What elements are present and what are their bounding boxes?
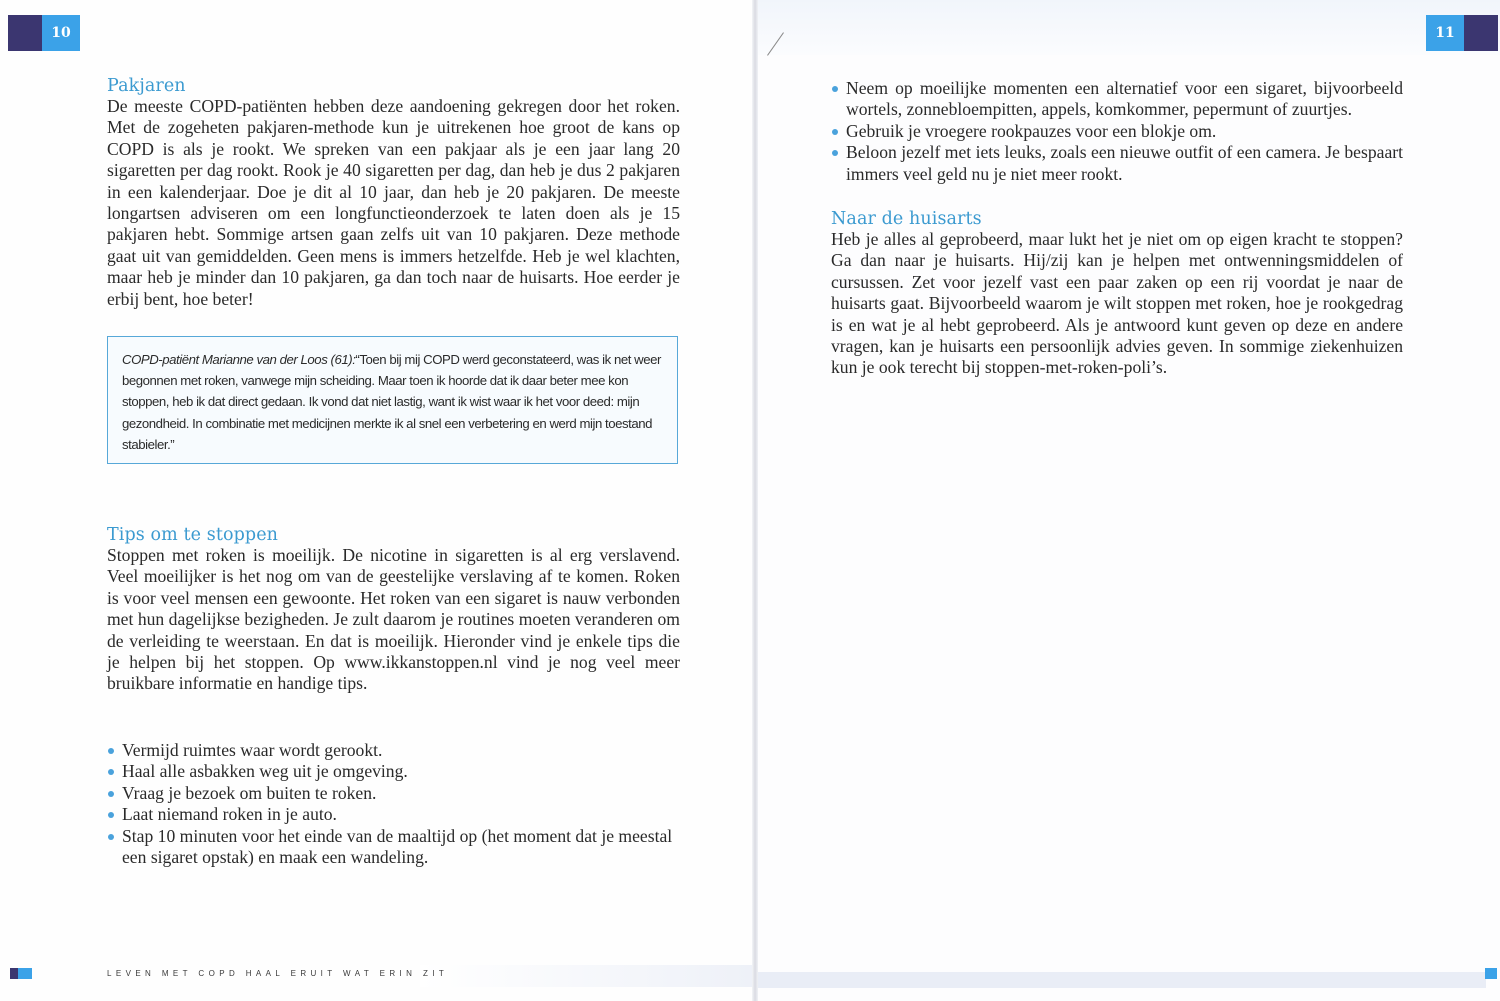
section-body-tips: Stoppen met roken is moeilijk. De nicotine in sigaretten is al erg verslavend. Veel moeilijker is het nog om van de geestelijke verslaving af te komen. Roken is voor veel mensen een gewoonte. Het roken van een sigaret is nauw verbonden met hun dagelijkse bezigheden. Je zult daarom je routines moeten veranderen om de verleiding te weerstaan. En dat is moeilijk. Hieronder vind je enkele tips die je helpen bij het stoppen. Op www.ikkanstoppen.nl vind je nog veel meer bruikbare informatie en handige tips. [107, 545, 680, 694]
list-item [831, 121, 1403, 142]
running-footer: LEVEN MET COPD HAAL ERUIT WAT ERIN ZIT [107, 969, 449, 978]
list-item-text: Laat niemand roken in je auto. [122, 804, 337, 825]
page-number-tab-left [8, 15, 80, 51]
list-item [107, 804, 680, 825]
list-item-text: Stap 10 minuten voor het einde van de maaltijd op (het moment dat je meestal een sigaret opstak) en maak een wandeling. [122, 825, 673, 868]
bullet-icon [832, 86, 838, 92]
list-item [107, 740, 680, 761]
list-item [107, 783, 680, 804]
page-tab-dark-block [8, 15, 42, 51]
quote-speaker: COPD-patiënt Marianne van der Loos (61): [122, 352, 356, 367]
list-item [831, 78, 1403, 121]
bullet-icon [832, 150, 838, 156]
section-tips [107, 525, 680, 695]
page-number-tab-right [1426, 15, 1498, 51]
section-heading-pakjaren: Pakjaren [107, 76, 186, 96]
page-number-left: 10 [42, 15, 80, 51]
top-scan-tint [758, 0, 1500, 55]
section-heading-huisarts: Naar de huisarts [831, 209, 982, 229]
tips-list-right [831, 78, 1403, 185]
section-pakjaren [107, 76, 680, 310]
list-item-text: Gebruik je vroegere rookpauzes voor een blokje om. [846, 120, 1217, 141]
page-gutter [752, 0, 758, 1001]
page-tab-dark-block [1464, 15, 1498, 51]
bottom-scan-tint-left [420, 965, 752, 987]
list-item-text: Vermijd ruimtes waar wordt gerookt. [122, 740, 383, 760]
list-item [107, 761, 680, 782]
section-body-huisarts: Heb je alles al geprobeerd, maar lukt het je niet om op eigen kracht te stoppen? Ga dan naar je huisarts. Hij/zij kan je helpen met ontwenningsmiddelen of cursussen. Zet voor jezelf vast een paar zaken op een rij voordat je naar de huisarts gaat. Bijvoorbeeld waarom je wilt stoppen met roken, hoe je rookgedrag is en wat je al hebt geprobeerd. Als je antwoord kunt geven op deze en andere vragen, kan je huisarts een persoonlijk advies geven. In sommige ziekenhuizen kun je ook terecht bij stoppen-met-roken-poli’s. [831, 229, 1403, 378]
tips-list-right-container [831, 78, 1403, 185]
footer-mark-left [10, 968, 32, 979]
list-item [831, 142, 1403, 185]
bullet-icon [108, 812, 114, 818]
page-number-right: 11 [1426, 15, 1464, 51]
list-item-text: Beloon jezelf met iets leuks, zoals een nieuwe outfit of een camera. Je bespaart immers veel geld nu je niet meer rookt. [846, 142, 1403, 184]
bullet-icon [108, 791, 114, 797]
bullet-icon [108, 769, 114, 775]
section-heading-tips: Tips om te stoppen [107, 525, 279, 545]
tips-list-left [107, 740, 680, 868]
footer-color-mark-right [1485, 968, 1497, 979]
section-body-pakjaren: De meeste COPD-patiënten hebben deze aandoening gekregen door het roken. Met de zogeheten pakjaren-methode kun je uitrekenen hoe groot de kans op COPD is als je rookt. We spreken van een pakjaar als je een jaar lang 20 sigaretten per dag rookt. Rook je 40 sigaretten per dag, dan heb je dus 2 pakjaren in een kalenderjaar. Doe je dit al 10 jaar, dan heb je 20 pakjaren. De meeste longartsen adviseren om een longfunctieonderzoek te laten doen als je 15 pakjaren hebt. Sommige artsen gaan zelfs uit van 10 pakjaren. Deze methode gaat uit van gemiddelden. Geen mens is immers hetzelfde. Heb je wel klachten, maar heb je minder dan 10 pakjaren, ga dan toch naar de huisarts. Hoe eerder je erbij bent, hoe beter! [107, 96, 680, 309]
bullet-icon [108, 834, 114, 840]
bullet-icon [108, 748, 114, 754]
footer-color-mark [10, 968, 32, 979]
patient-quote-box [107, 336, 678, 464]
bullet-icon [832, 129, 838, 135]
bottom-scan-tint-right [758, 972, 1486, 988]
section-huisarts [831, 209, 1403, 379]
list-item-text: Haal alle asbakken weg uit je omgeving. [122, 761, 408, 782]
list-item-text: Vraag je bezoek om buiten te roken. [122, 782, 377, 803]
quote-text: “Toen bij mij COPD werd geconstateerd, was ik net weer begonnen met roken, vanwege mijn scheiding. Maar toen ik hoorde dat ik daar beter mee kon stoppen, heb ik dat direct gedaan. Ik vond dat niet lastig, want ik wist waar ik het voor deed: mijn gezondheid. In combinatie met medicijnen merkte ik al snel een verbetering en werd mijn toestand stabieler.” [122, 352, 661, 452]
list-item-text: Neem op moeilijke momenten een alternatief voor een sigaret, bijvoorbeeld wortels, zonnebloempitten, appels, komkommer, pepermunt of zuurtjes. [846, 78, 1403, 120]
list-item [107, 826, 680, 869]
